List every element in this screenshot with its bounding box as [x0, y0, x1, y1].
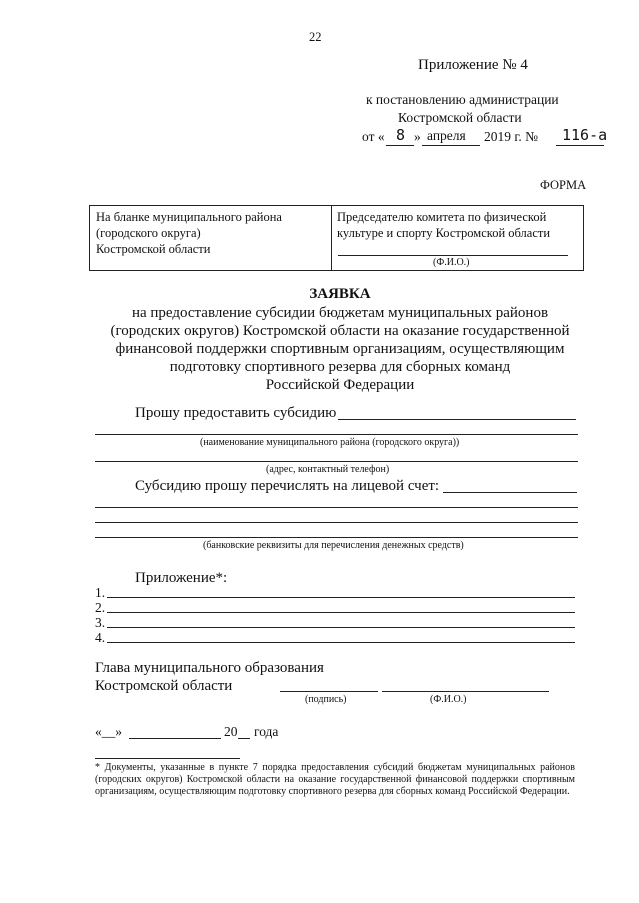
signature-caption: (подпись): [305, 694, 347, 705]
attachment-line-2[interactable]: [107, 612, 575, 613]
day-underline: [386, 145, 414, 146]
zayavka-line-3: финансовой поддержки спортивным организациям, осуществляющим: [115, 341, 565, 357]
forma-label: ФОРМА: [540, 178, 587, 192]
date-open-quote: «__»: [95, 724, 122, 739]
head-line-2: Костромской области: [95, 678, 233, 694]
appendix-date-mid: »: [414, 129, 421, 144]
zayavka-title: ЗАЯВКА: [309, 286, 371, 302]
address-caption: (адрес, контактный телефон): [266, 464, 390, 475]
footnote-separator: [95, 758, 240, 759]
transfer-account-label: Субсидию прошу перечислять на лицевой счет:: [135, 478, 440, 494]
account-line-1[interactable]: [443, 492, 577, 493]
appendix-number: 116-а: [562, 126, 608, 144]
table-divider: [331, 206, 332, 270]
attachment-line-4[interactable]: [107, 642, 575, 643]
appendix-year: 2019 г. №: [484, 129, 539, 144]
zayavka-line-1: на предоставление субсидии бюджетам муниципальных районов: [131, 305, 549, 321]
attachment-number-1: 1.: [95, 585, 106, 600]
box-right-line-2: культуре и спорту Костромской области: [337, 226, 551, 240]
request-subsidy-line[interactable]: [338, 419, 576, 420]
appendix-month: апреля: [427, 128, 466, 143]
date-month-line[interactable]: [129, 738, 221, 739]
number-underline: [556, 145, 604, 146]
zayavka-line-2: (городских округов) Костромской области на оказание государственной: [110, 323, 570, 339]
zayavka-line-5: Российской Федерации: [265, 377, 415, 393]
signature-line[interactable]: [280, 691, 378, 692]
head-line-1: Глава муниципального образования: [95, 660, 324, 676]
attachment-number-4: 4.: [95, 630, 106, 645]
municipality-caption: (наименование муниципального района (городского округа)): [200, 437, 460, 448]
fio-line: [338, 255, 568, 256]
footnote-text: * Документы, указанные в пункте 7 порядка предоставления субсидий бюджетам муниципальных районов (городских округов) Костромской области на оказание государственной финансовой поддержки спортивным организациям, осуществляющим подготовку спортивного резерва для сборных команд Российской Федерации.: [95, 762, 575, 797]
signature-fio-line[interactable]: [382, 691, 549, 692]
date-year-line[interactable]: [238, 738, 250, 739]
account-line-2[interactable]: [95, 507, 578, 508]
box-left-line-1: На бланке муниципального района: [96, 210, 282, 224]
address-line[interactable]: [95, 461, 578, 462]
signature-fio-caption: (Ф.И.О.): [430, 694, 467, 705]
date-year-prefix: 20: [224, 724, 238, 739]
appendix-date-prefix: от «: [362, 129, 385, 144]
date-year-suffix: года: [254, 724, 279, 739]
appendix-region: Костромской области: [398, 110, 522, 125]
attachment-line-3[interactable]: [107, 627, 575, 628]
appendix-to-resolution: к постановлению администрации: [366, 92, 559, 107]
appendix-day: 8: [396, 126, 406, 144]
box-left-line-2: (городского округа): [96, 226, 201, 240]
account-line-4[interactable]: [95, 537, 578, 538]
box-right-line-1: Председателю комитета по физической: [337, 210, 547, 224]
municipality-line[interactable]: [95, 434, 578, 435]
request-subsidy-label: Прошу предоставить субсидию: [135, 405, 337, 421]
header-table: [89, 205, 584, 271]
box-left-line-3: Костромской области: [96, 242, 211, 256]
attachment-number-2: 2.: [95, 600, 106, 615]
appendix-title: Приложение № 4: [418, 57, 528, 73]
account-line-3[interactable]: [95, 522, 578, 523]
bank-caption: (банковские реквизиты для перечисления денежных средств): [203, 540, 464, 551]
attachment-number-3: 3.: [95, 615, 106, 630]
month-underline: [422, 145, 480, 146]
zayavka-line-4: подготовку спортивного резерва для сборных команд: [169, 359, 511, 375]
attachment-line-1[interactable]: [107, 597, 575, 598]
attachment-label: Приложение*:: [135, 570, 228, 586]
fio-caption: (Ф.И.О.): [433, 257, 470, 268]
page-number: 22: [309, 30, 322, 44]
